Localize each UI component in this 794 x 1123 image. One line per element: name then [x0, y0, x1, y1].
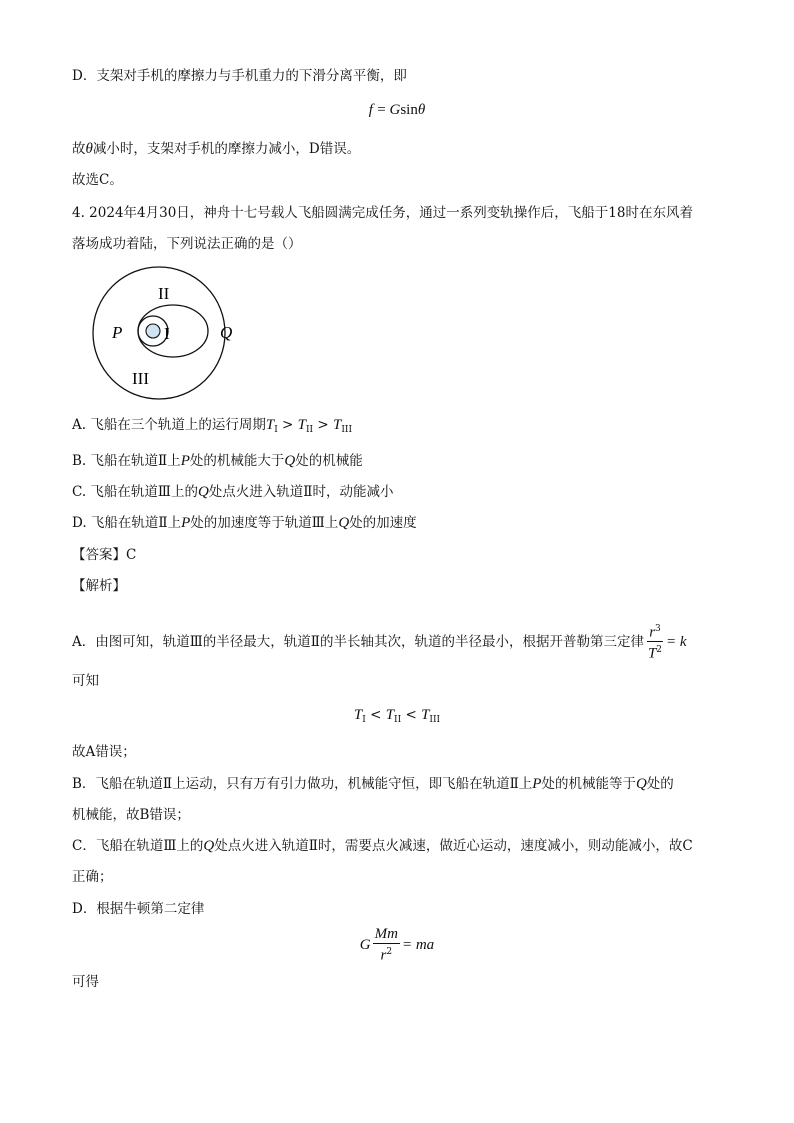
newton-formula: G $\frac{Mm}{r^2}$ = ma	[359, 926, 435, 964]
option-d: D. 飞船在轨道Ⅱ上P处的加速度等于轨道Ⅲ上Q处的加速度	[72, 515, 417, 531]
answer-label: 【答案】C	[72, 547, 137, 563]
option-b: B. 飞船在轨道Ⅱ上P处的机械能大于Q处的机械能	[72, 453, 363, 469]
analysis-d-get: 可得	[72, 974, 99, 990]
friction-formula: f = Gsinθ	[368, 102, 426, 118]
orbit-diagram	[72, 260, 248, 406]
analysis-c-line-2: 正确；	[72, 869, 113, 885]
label-orbit-i: I	[164, 324, 170, 343]
option-c: C. 飞船在轨道Ⅲ上的Q处点火进入轨道Ⅱ时，动能减小	[72, 484, 394, 500]
question-4-line-2: 落场成功着陆，下列说法正确的是（）	[72, 236, 302, 252]
analysis-c-line-1: C．飞船在轨道Ⅲ上的Q处点火进入轨道Ⅱ时，需要点火减速，做近心运动，速度减小，则动能减小，故C	[72, 838, 693, 854]
analysis-a-wrong: 故A错误；	[72, 744, 136, 760]
option-a: A. 飞船在三个轨道上的运行周期$T_I > T_{II} > T_{III}$	[72, 417, 353, 435]
kepler-fraction: $\frac{r^3}{T^2}$	[646, 621, 664, 663]
analysis-a-line: A．由图可知，轨道Ⅲ的半径最大，轨道Ⅱ的半长轴其次，轨道的半径最小，根据开普勒第三定律 $\frac{r^3}{T^2}$ = k	[72, 621, 687, 663]
prev-option-d-text: D．支架对手机的摩擦力与手机重力的下滑分离平衡，即	[72, 68, 407, 84]
earth-icon	[146, 324, 160, 338]
label-point-p: P	[112, 323, 123, 342]
analysis-b-line-2: 机械能，故B错误；	[72, 807, 190, 823]
period-relation: $T_I < T_{II} < T_{III}$	[353, 707, 441, 725]
label-point-q: Q	[220, 323, 233, 342]
label-orbit-iii: III	[132, 369, 149, 388]
prev-choice: 故选C。	[72, 172, 123, 188]
label-orbit-ii: II	[158, 284, 170, 303]
prev-conclusion: 故θ减小时，支架对手机的摩擦力减小，D错误。	[72, 141, 361, 157]
analysis-d-line-1: D．根据牛顿第二定律	[72, 901, 205, 917]
analysis-a-know: 可知	[72, 673, 99, 689]
question-4-line-1: 4. 2024年4月30日，神舟十七号载人飞船圆满完成任务，通过一系列变轨操作后，飞船于18时在东风着	[72, 205, 693, 221]
analysis-b-line-1: B．飞船在轨道Ⅱ上运动，只有万有引力做功，机械能守恒，即飞船在轨道Ⅱ上P处的机械能等于Q处的	[72, 776, 674, 792]
analysis-label: 【解析】	[72, 578, 126, 594]
